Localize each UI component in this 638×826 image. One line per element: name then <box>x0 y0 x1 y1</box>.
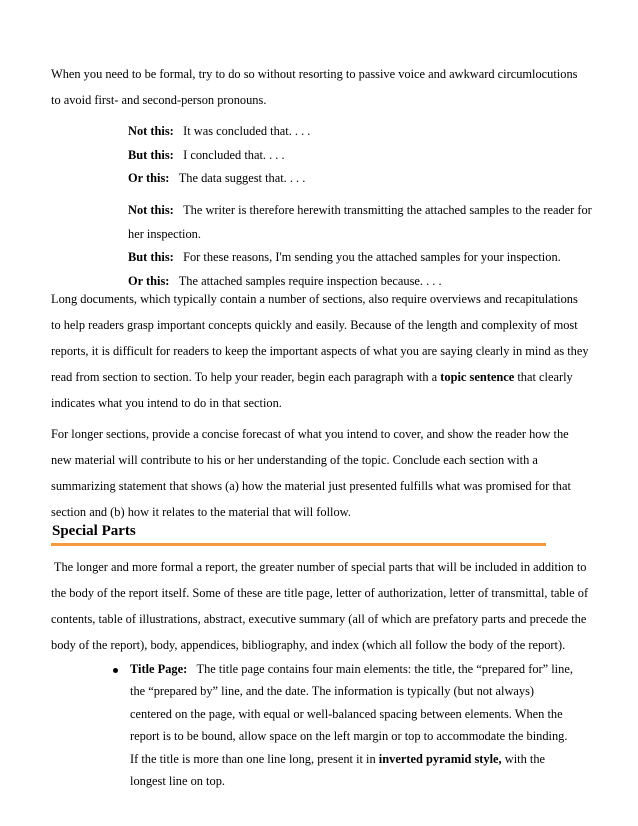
text-line: the “prepared by” line, and the date. The information is typically (but not always) <box>130 684 535 699</box>
text-line: body of the report), body, appendices, bibliography, and index (which all follow the body of the report). <box>51 638 566 652</box>
example-label: But this: <box>128 250 174 264</box>
section-heading: Special Parts <box>52 523 136 539</box>
long-documents-paragraph <box>51 286 599 416</box>
text-line: the body of the report itself. Some of these are title page, letter of authorization, letter of transmittal, table of <box>51 586 589 600</box>
inverted-pyramid-term: inverted pyramid style, <box>378 751 502 766</box>
text-line: report is to be bound, allow space on the left margin or top to accommodate the binding. <box>130 729 568 744</box>
text-line: Long documents, which typically contain a number of sections, also require overviews and recapitulations <box>51 292 578 306</box>
text-line: The title page contains four main elements: the title, the “prepared for” line, <box>196 662 573 676</box>
text-line: with the <box>501 751 546 766</box>
special-parts-paragraph <box>51 554 599 658</box>
text-line: indicates what you intend to do in that section. <box>51 396 282 410</box>
text-line: new material will contribute to his or her understanding of the topic. Conclude each section with a <box>51 453 538 467</box>
text-line: to help readers grasp important concepts quickly and easily. Because of the length and complexity of most <box>51 318 578 332</box>
example-text-continued: her inspection. <box>128 226 201 241</box>
example-text: It was concluded that. . . . <box>183 124 311 138</box>
topic-sentence-term: topic sentence <box>440 370 515 384</box>
example-set-2 <box>128 199 600 293</box>
title-page-bullet <box>130 658 600 792</box>
example-text: I concluded that. . . . <box>183 147 285 162</box>
text-line: For longer sections, provide a concise forecast of what you intend to cover, and show the reader how the <box>51 427 569 441</box>
longer-sections-paragraph <box>51 421 599 525</box>
bullet-icon <box>113 668 118 673</box>
text-line: section and (b) how it relates to the material that will follow. <box>51 505 351 519</box>
text-line: read from section to section. To help your reader, begin each paragraph with a <box>51 370 441 384</box>
bullet-label: Title Page: <box>130 662 188 676</box>
example-text: The writer is therefore herewith transmitting the attached samples to the reader for <box>183 203 592 217</box>
heading-underline <box>51 543 546 546</box>
text-line: longest line on top. <box>130 774 225 789</box>
intro-line-1: When you need to be formal, try to do so without resorting to passive voice and awkward circumlocutions <box>51 67 578 81</box>
example-label: Not this: <box>128 203 174 217</box>
example-label: Or this: <box>128 273 170 288</box>
text-line: The longer and more formal a report, the greater number of special parts that will be included in addition to <box>51 560 587 574</box>
example-label: But this: <box>128 147 174 162</box>
intro-paragraph <box>51 61 599 113</box>
example-label: Or this: <box>128 171 170 185</box>
example-text: For these reasons, I'm sending you the attached samples for your inspection. <box>183 250 561 264</box>
text-line: reports, it is difficult for readers to keep the important aspects of what you are saying clearly in mind as they <box>51 344 589 358</box>
example-set-1 <box>128 120 600 191</box>
text-line: contents, table of illustrations, abstract, executive summary (all of which are prefatory parts and precede the <box>51 612 587 626</box>
example-label: Not this: <box>128 124 174 138</box>
text-line: If the title is more than one line long, present it in <box>130 751 379 766</box>
text-line: summarizing statement that shows (a) how the material just presented fulfills what was promised for that <box>51 479 571 493</box>
text-line: centered on the page, with equal or well-balanced spacing between elements. When the <box>130 706 563 721</box>
text-line: that clearly <box>514 370 573 384</box>
example-text: The data suggest that. . . . <box>178 171 306 185</box>
intro-line-2: to avoid first- and second-person pronouns. <box>51 93 267 107</box>
example-text: The attached samples require inspection because. . . . <box>178 273 442 288</box>
